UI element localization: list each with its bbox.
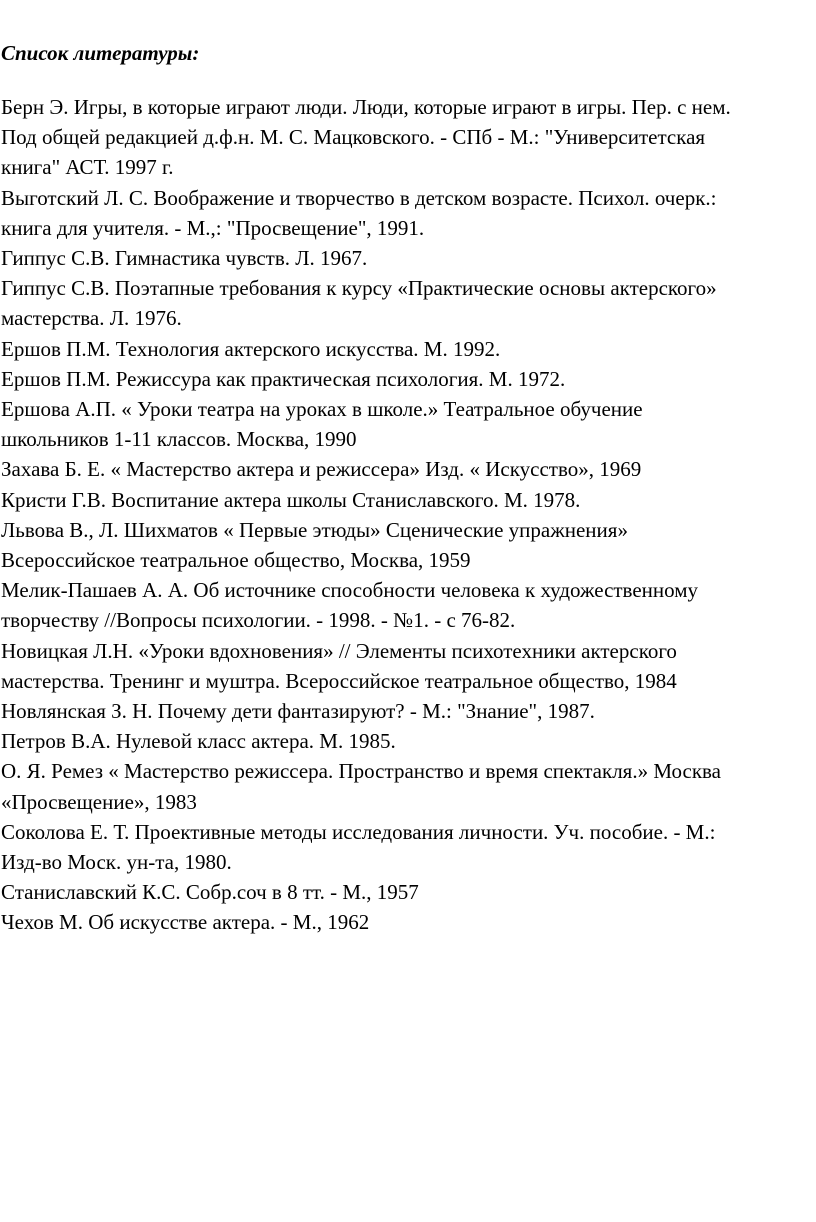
reference-line: Львова В., Л. Шихматов « Первые этюды» Сценические упражнения» — [1, 517, 628, 542]
reference-line: мастерства. Л. 1976. — [1, 306, 182, 331]
reference-line: Ершова А.П. « Уроки театра на уроках в школе.» Театральное обучение — [1, 397, 643, 422]
reference-line: Гиппус С.В. Поэтапные требования к курсу «Практические основы актерского» — [1, 276, 717, 301]
reference-line: Новлянская З. Н. Почему дети фантазируют? - М.: "Знание", 1987. — [1, 699, 595, 724]
reference-line: О. Я. Ремез « Мастерство режиссера. Пространство и время спектакля.» Москва — [1, 759, 721, 784]
reference-line: школьников 1-11 классов. Москва, 1990 — [1, 427, 357, 452]
reference-line: Чехов М. Об искусстве актера. - М., 1962 — [1, 910, 370, 935]
reference-line: Захава Б. Е. « Мастерство актера и режиссера» Изд. « Искусство», 1969 — [1, 457, 642, 482]
reference-line: Гиппус С.В. Гимнастика чувств. Л. 1967. — [1, 246, 368, 271]
reference-line: Ершов П.М. Технология актерского искусства. М. 1992. — [1, 336, 501, 361]
reference-line: Станиславский К.С. Собр.соч в 8 тт. - М., 1957 — [1, 880, 419, 905]
reference-line: Берн Э. Игры, в которые играют люди. Люди, которые играют в игры. Пер. с нем. — [1, 95, 731, 119]
reference-list — [1, 92, 813, 938]
reference-line: Мелик-Пашаев А. А. Об источнике способности человека к художественному — [1, 578, 699, 603]
page-title: Список литературы: — [1, 41, 200, 65]
reference-line: книга" АСТ. 1997 г. — [1, 155, 174, 180]
reference-line: Под общей редакцией д.ф.н. М. С. Мацковского. - СПб - М.: "Университетская — [1, 125, 706, 150]
reference-line: Всероссийское театральное общество, Москва, 1959 — [1, 548, 471, 573]
reference-line: Петров В.А. Нулевой класс актера. М. 1985. — [1, 729, 396, 754]
reference-line: Выготский Л. С. Воображение и творчество в детском возрасте. Психол. очерк.: — [1, 185, 717, 210]
reference-line: Ершов П.М. Режиссура как практическая психология. М. 1972. — [1, 366, 566, 391]
reference-line: Кристи Г.В. Воспитание актера школы Станиславского. М. 1978. — [1, 487, 581, 512]
reference-line: мастерства. Тренинг и муштра. Всероссийское театральное общество, 1984 — [1, 668, 677, 693]
reference-line: Новицкая Л.Н. «Уроки вдохновения» // Элементы психотехники актерского — [1, 638, 677, 663]
reference-line: «Просвещение», 1983 — [1, 789, 197, 814]
reference-line: Изд-во Моск. ун-та, 1980. — [1, 850, 232, 875]
reference-line: творчеству //Вопросы психологии. - 1998. - №1. - с 76-82. — [1, 608, 516, 633]
reference-line: Соколова Е. Т. Проективные методы исследования личности. Уч. пособие. - М.: — [1, 819, 716, 844]
reference-line: книга для учителя. - М.,: "Просвещение", 1991. — [1, 215, 425, 240]
